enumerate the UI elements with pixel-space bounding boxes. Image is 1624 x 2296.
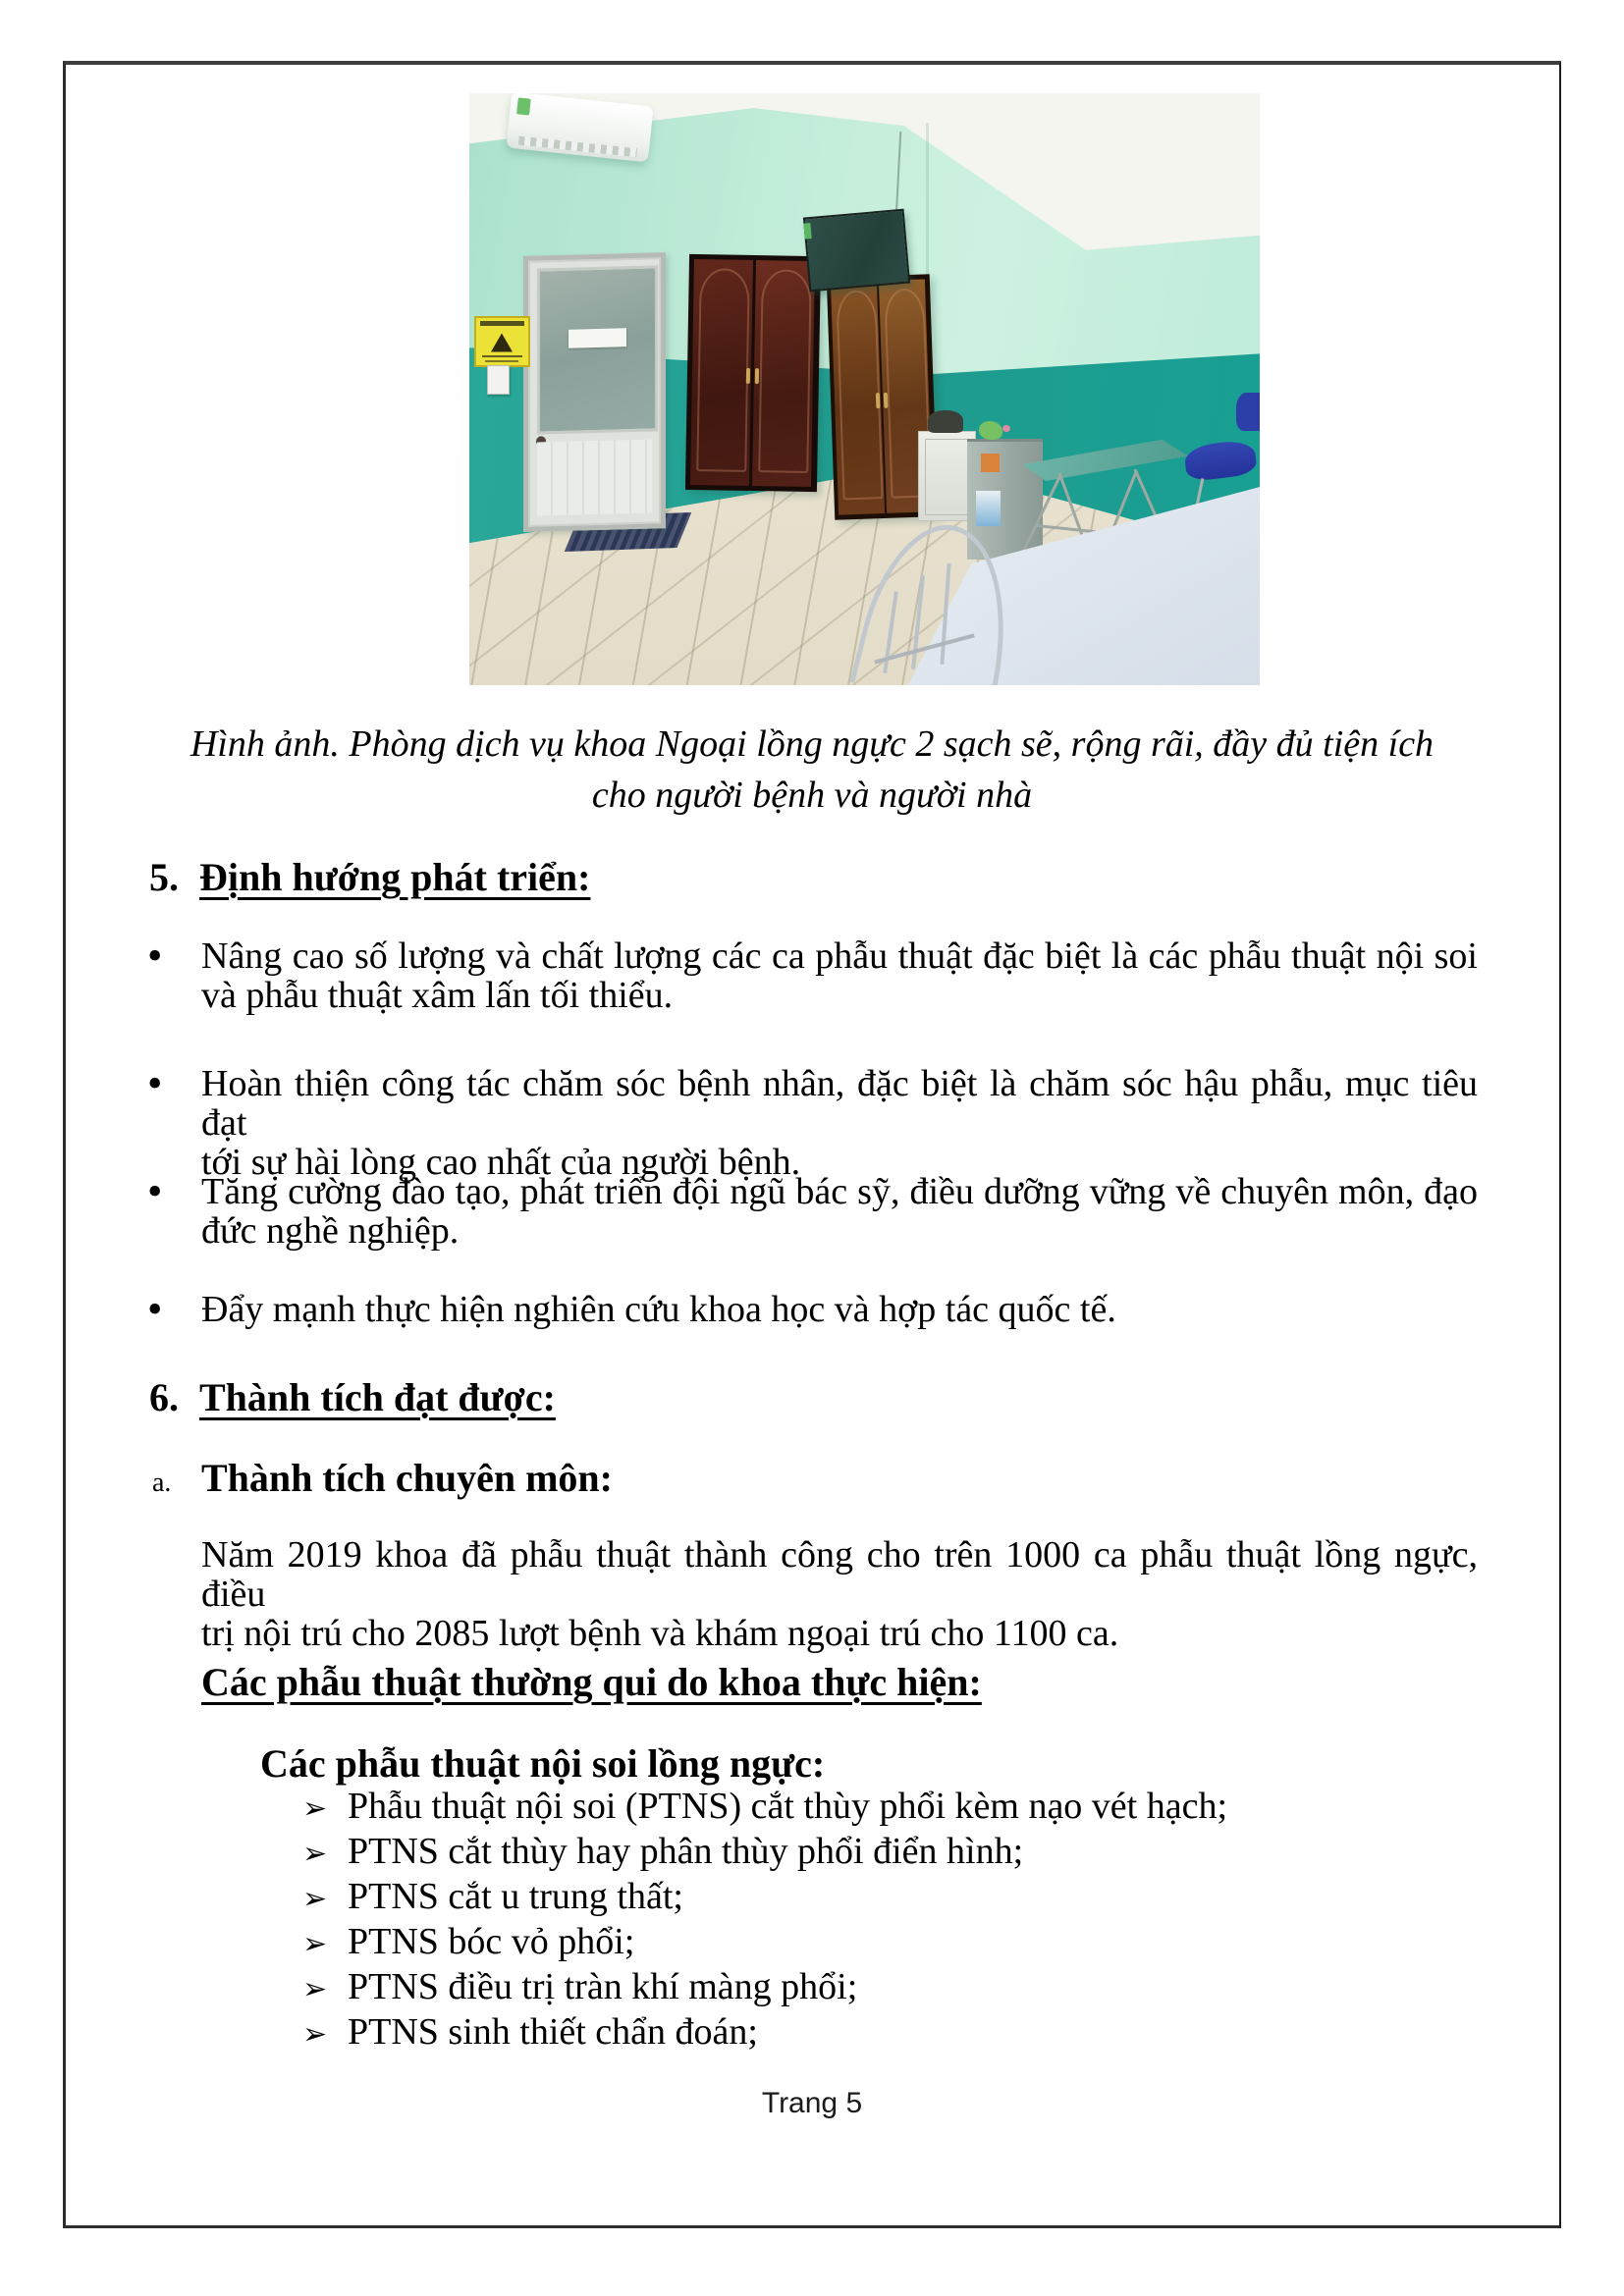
endoscopic-surgeries-heading: Các phẫu thuật nội soi lồng ngực: [260, 1741, 826, 1786]
room-photo [469, 93, 1260, 685]
photo-plant [979, 421, 1002, 440]
achievement-paragraph: Năm 2019 khoa đã phẫu thuật thành công cho trên 1000 ca phẫu thuật lồng ngực, điều trị nội trú cho 2085 lượt bệnh và khám ngoại trú cho 1100 ca. [201, 1534, 1478, 1654]
list-item: ➢ PTNS cắt thùy hay phân thùy phổi điển hình; [302, 1829, 1481, 1874]
photo-light-switch [487, 365, 510, 395]
photo-caption [65, 719, 1559, 821]
sub-a-title: Thành tích chuyên môn: [201, 1456, 613, 1500]
arrow-bullet-icon: ➢ [302, 1882, 328, 1916]
list-item: ➢ PTNS sinh thiết chẩn đoán; [302, 2009, 1481, 2055]
section6-number: 6. [149, 1375, 179, 1419]
bullet-item-3: Tăng cường đào tạo, phát triển đội ngũ bác sỹ, điều dưỡng vững về chuyên môn, đạo đức nghề nghiệp. [201, 1171, 1478, 1252]
photo-wardrobe-dark [685, 253, 821, 491]
list-item: ➢ PTNS bóc vỏ phổi; [302, 1919, 1481, 1964]
arrow-bullet-icon: ➢ [302, 1837, 328, 1871]
photo-door [523, 252, 666, 532]
photo-tv [803, 209, 910, 293]
section5-title: Định hướng phát triển: [199, 855, 591, 899]
list-item: ➢ Phẫu thuật nội soi (PTNS) cắt thùy phổi kèm nạo vét hạch; [302, 1784, 1481, 1829]
routine-surgeries-heading: Các phẫu thuật thường qui do khoa thực hiện: [201, 1660, 982, 1704]
bullet-item-4: Đẩy mạnh thực hiện nghiên cứu khoa học và hợp tác quốc tế. [201, 1289, 1116, 1330]
bullet-icon: • [147, 1285, 163, 1333]
page-number: Trang 5 [761, 2087, 863, 2119]
section6-title: Thành tích đạt được: [199, 1375, 556, 1419]
bullet-icon: • [147, 1059, 163, 1107]
bullet-item-2: Hoàn thiện công tác chăm sóc bệnh nhân, đặc biệt là chăm sóc hậu phẫu, mục tiêu đạt tới sự hài lòng cao nhất của người bệnh. [201, 1063, 1478, 1183]
endoscopic-surgeries-list [302, 1784, 1481, 2055]
caption-line-1: Hình ảnh. Phòng dịch vụ khoa Ngoại lồng ngực 2 sạch sẽ, rộng rãi, đầy đủ tiện ích [189, 723, 1435, 765]
photo-door-panel [537, 439, 651, 516]
list-item: ➢ PTNS điều trị tràn khí màng phổi; [302, 1964, 1481, 2009]
warning-triangle-icon [491, 333, 513, 351]
arrow-bullet-icon: ➢ [302, 1927, 328, 1961]
photo-kettle [928, 410, 963, 433]
photo-air-conditioner [507, 93, 654, 163]
photo-tv-cable [895, 132, 902, 217]
photo-warning-sign [474, 316, 530, 367]
bullet-icon: • [147, 932, 163, 980]
arrow-bullet-icon: ➢ [302, 1791, 328, 1826]
photo-door-label [568, 328, 626, 348]
arrow-bullet-icon: ➢ [302, 2017, 328, 2052]
photo-door-glass [537, 265, 657, 434]
caption-line-2: cho người bệnh và người nhà [591, 774, 1033, 816]
bullet-icon: • [147, 1167, 163, 1215]
section5-number: 5. [149, 855, 179, 899]
sub-a-marker: a. [152, 1468, 172, 1498]
photo-chair-far [1236, 393, 1260, 431]
arrow-bullet-icon: ➢ [302, 1972, 328, 2006]
list-item: ➢ PTNS cắt u trung thất; [302, 1874, 1481, 1919]
bullet-item-1: Nâng cao số lượng và chất lượng các ca phẫu thuật đặc biệt là các phẫu thuật nội soi và phẫu thuật xâm lấn tối thiểu. [201, 935, 1478, 1016]
